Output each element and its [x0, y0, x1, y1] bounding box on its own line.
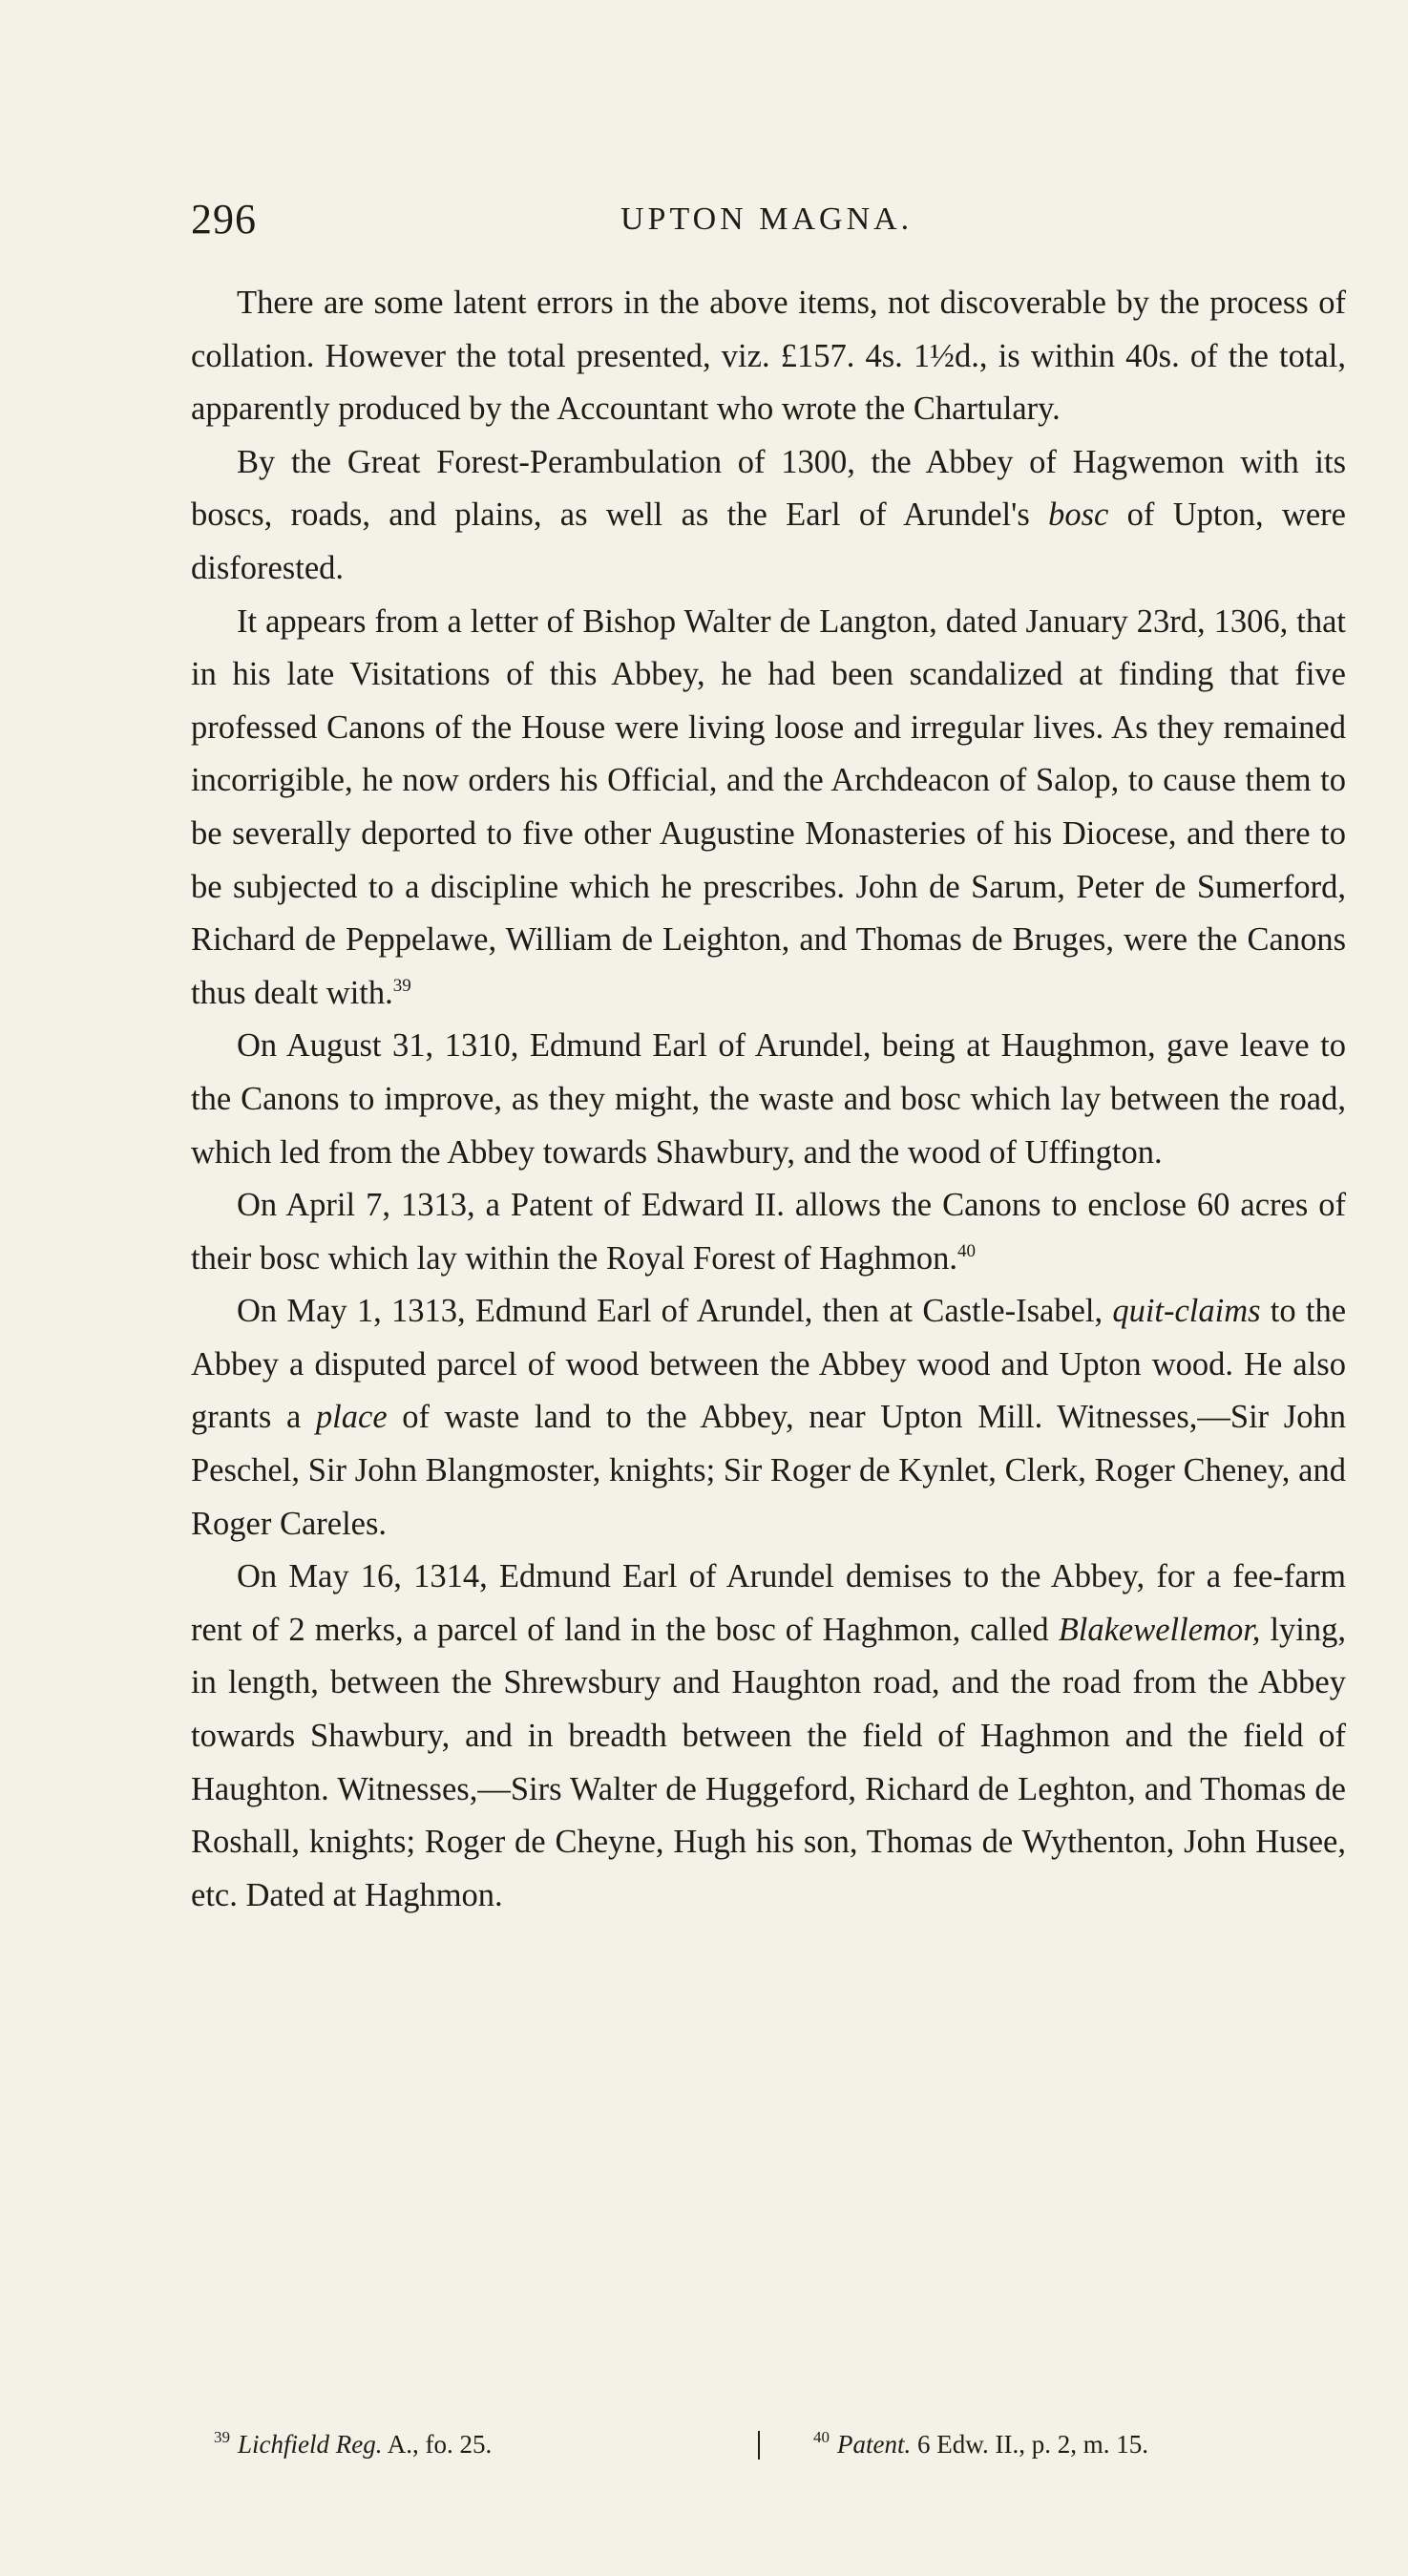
footnote-reference: Patent. [837, 2430, 912, 2459]
paragraph-august-1310 [191, 1020, 1346, 1179]
paragraph-text: On May 16, 1314, Edmund Earl of Arundel demises to the Abbey, for a fee-farm rent of 2 merks, a parcel of land in the bosc of Haghmon, called [191, 1558, 1346, 1648]
footnote-reference: Lichfield Reg. [238, 2430, 383, 2459]
paragraph-text: On August 31, 1310, Edmund Earl of Arundel, being at Haughmon, gave leave to the Canons to improve, as they might, the waste and bosc which lay between the road, which led from the Abbey towards Shawbury, and the wood of Uffington. [191, 1027, 1346, 1171]
italic-term: bosc [1048, 496, 1109, 534]
footnote-marker: 40 [956, 1240, 976, 1261]
paragraph-april-1313 [191, 1179, 1346, 1285]
paragraph-text: It appears from a letter of Bishop Walter de Langton, dated January 23rd, 1306, that in his late Visitations of this Abbey, he had been scandalized at finding that five professed Canons of the House were living loose and irregular lives. As they remained incorrigible, he now orders his Official, and the Archdeacon of Salop, to cause them to be severally deported to five other Augustine Monasteries of his Diocese, and there to be subjected to a discipline which he prescribes. John de Sarum, Peter de Sumerford, Richard de Peppelawe, William de Leighton, and Thomas de Bruges, were the Canons thus dealt with. [191, 602, 1346, 1011]
footnote-number: 39 [214, 2428, 230, 2446]
footnote-40 [813, 2423, 1148, 2465]
paragraph-text: On April 7, 1313, a Patent of Edward II. allows the Canons to enclose 60 acres of their bosc which lay within the Royal Forest of Haghmon. [191, 1187, 1346, 1277]
paragraph-text: There are some latent errors in the above items, not discoverable by the process of collation. However the total presented, viz. £157. 4s. 1½d., is within 40s. of the total, apparently produced by the Accountant who wrote the Chartulary. [191, 285, 1346, 428]
body-text [191, 277, 1346, 1922]
footnote-39 [214, 2423, 492, 2465]
italic-term: quit-claims [1112, 1293, 1261, 1330]
footnote-marker: 39 [392, 975, 411, 996]
italic-term: place [315, 1399, 388, 1436]
paragraph-text: On May 1, 1313, Edmund Earl of Arundel, then at Castle-Isabel, [237, 1293, 1113, 1330]
paragraph-text: By the Great Forest-Perambulation of 1300, the Abbey of Hagwemon with its boscs, roads, and plains, as well as the Earl of Arundel's [191, 443, 1346, 534]
footnote-text: A., fo. 25. [382, 2430, 493, 2459]
footnote-divider [758, 2431, 760, 2460]
paragraph-may-1313 [191, 1285, 1346, 1551]
footnote-number: 40 [813, 2428, 830, 2446]
footnote-text: 6 Edw. II., p. 2, m. 15. [911, 2430, 1148, 2459]
paragraph-text: of Upton, were disforested. [191, 496, 1346, 586]
paragraph-may-1314 [191, 1551, 1346, 1922]
paragraph-bishop-letter [191, 596, 1346, 1021]
page-number: 296 [191, 196, 257, 243]
footnotes [191, 2423, 1346, 2465]
paragraph-text: to the Abbey a disputed parcel of wood between the Abbey wood and Upton wood. He also grants a [191, 1293, 1347, 1436]
paragraph-forest-perambulation [191, 436, 1346, 596]
paragraph-text: of waste land to the Abbey, near Upton Mill. Witnesses,—Sir John Peschel, Sir John Blangmoster, knights; Sir Roger de Kynlet, Clerk, Roger Cheney, and Roger Careles. [191, 1399, 1346, 1542]
running-head [191, 191, 1346, 248]
paragraph-text: lying, in length, between the Shrewsbury and Haughton road, and the road from the Abbey towards Shawbury, and in breadth between the field of Haghmon and the field of Haughton. Witnesses,—Sirs Walter de Huggeford, Richard de Leghton, and Thomas de Roshall, knights; Roger de Cheyne, Hugh his son, Thomas de Wythenton, John Husee, etc. Dated at Haghmon. [191, 1611, 1346, 1913]
running-title: UPTON MAGNA. [620, 201, 914, 237]
paragraph-collation-errors [191, 277, 1346, 436]
italic-term: Blakewellemor, [1058, 1611, 1261, 1648]
